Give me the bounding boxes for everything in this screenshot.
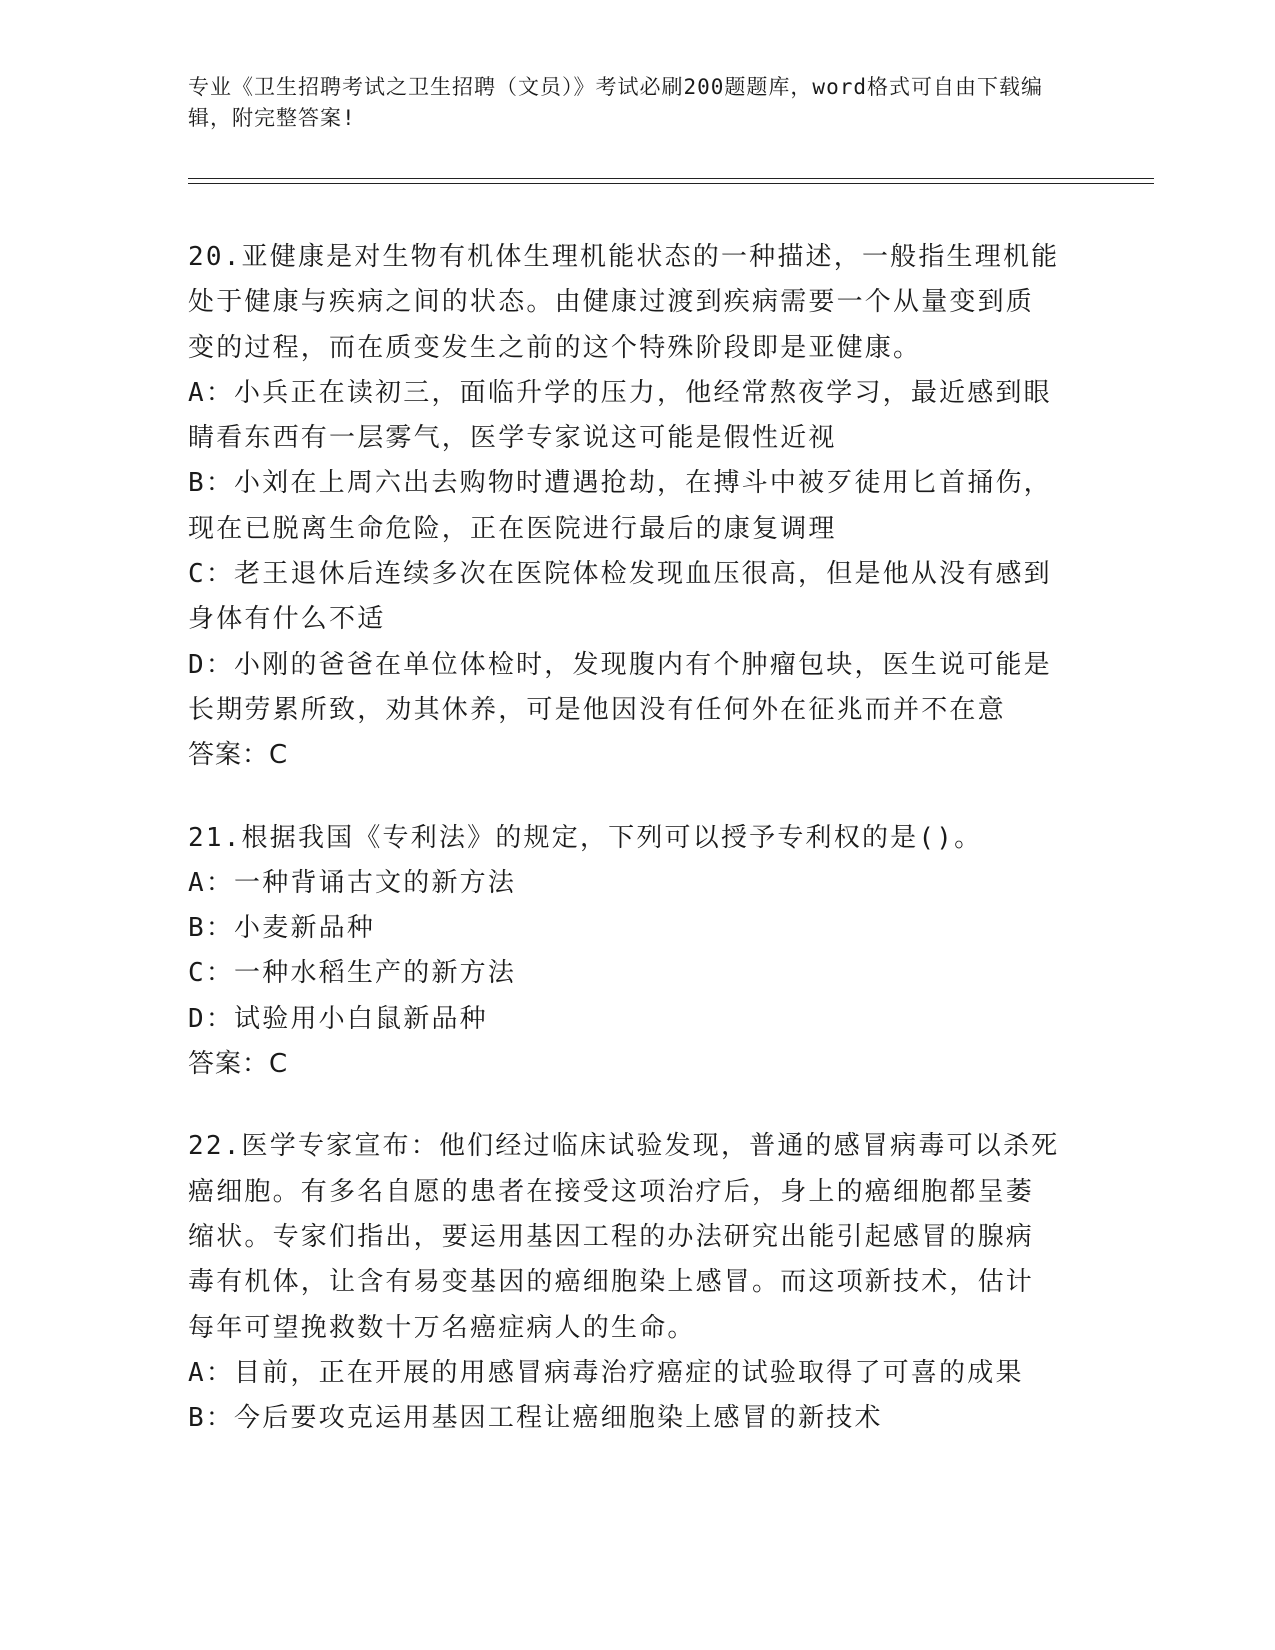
question-text-line: 缩状。专家们指出，要运用基因工程的办法研究出能引起感冒的腺病 [188,1221,1035,1252]
question-text-line: 处于健康与疾病之间的状态。由健康过渡到疾病需要一个从量变到质 [188,287,1035,318]
option-c-cont: 身体有什么不适 [188,604,386,635]
option-a: A：小兵正在读初三，面临升学的压力，他经常熬夜学习，最近感到眼 [188,377,1052,408]
answer-label: 答案：C [188,1049,289,1080]
option-b-cont: 现在已脱离生命危险，正在医院进行最后的康复调理 [188,513,837,544]
question-text-line: 21.根据我国《专利法》的规定，下列可以授予专利权的是()。 [188,822,983,853]
option-c: C：一种水稻生产的新方法 [188,958,517,989]
question-text-line: 22.医学专家宣布：他们经过临床试验发现，普通的感冒病毒可以杀死 [188,1131,1060,1162]
option-d: D：小刚的爸爸在单位体检时，发现腹内有个肿瘤包块，医生说可能是 [188,649,1052,680]
header-divider-bottom [188,183,1154,184]
question-text-line: 20.亚健康是对生物有机体生理机能状态的一种描述，一般指生理机能 [188,242,1060,272]
question-21 [188,816,1088,1088]
option-b: B：小麦新品种 [188,913,376,944]
option-d-cont: 长期劳累所致，劝其休养，可是他因没有任何外在征兆而并不在意 [188,694,1006,725]
question-22 [188,1124,1088,1441]
header-divider-top [188,178,1154,179]
document-header: 专业《卫生招聘考试之卫生招聘（文员）》考试必刷200题题库，word格式可自由下载编辑，附完整答案! [188,75,1043,130]
question-text-line: 变的过程，而在质变发生之前的这个特殊阶段即是亚健康。 [188,332,922,363]
option-b: B：小刘在上周六出去购物时遭遇抢劫，在搏斗中被歹徒用匕首捅伤， [188,468,1052,499]
option-a-cont: 睛看东西有一层雾气，医学专家说这可能是假性近视 [188,423,837,454]
option-c: C：老王退休后连续多次在医院体检发现血压很高，但是他从没有感到 [188,559,1052,590]
option-d: D：试验用小白鼠新品种 [188,1003,488,1034]
question-text-line: 每年可望挽救数十万名癌症病人的生命。 [188,1312,696,1343]
question-text-line: 癌细胞。有多名自愿的患者在接受这项治疗后，身上的癌细胞都呈萎 [188,1176,1035,1207]
option-a: A：一种背诵古文的新方法 [188,867,517,898]
answer-label: 答案：C [188,740,289,771]
option-b: B：今后要攻克运用基因工程让癌细胞染上感冒的新技术 [188,1403,883,1434]
option-a: A：目前，正在开展的用感冒病毒治疗癌症的试验取得了可喜的成果 [188,1357,1024,1388]
question-list [188,235,1088,1478]
question-text-line: 毒有机体，让含有易变基因的癌细胞染上感冒。而这项新技术，估计 [188,1267,1035,1298]
question-20 [188,235,1088,779]
